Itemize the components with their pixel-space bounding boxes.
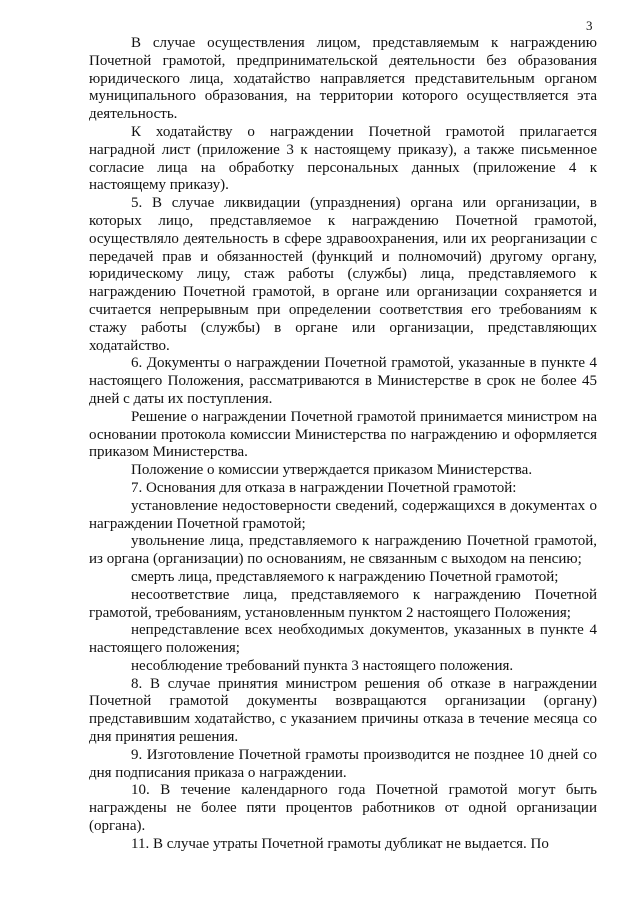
- list-item-death: смерть лица, представляемого к награждению Почетной грамотой;: [131, 568, 559, 585]
- list-item-false-information: установление недостоверности сведений, содержащихся в документах о награждении Почетной грамотой;: [89, 497, 597, 532]
- page-number: 3: [586, 18, 593, 33]
- paragraph-item-8-return-documents: 8. В случае принятия министром решения об отказе в награждении Почетной грамотой документы возвращаются организации (органу) представившим ходатайство, с указанием причины отказа в течение месяца со дня принятия решения.: [89, 675, 597, 746]
- list-item-dismissal: увольнение лица, представляемого к награждению Почетной грамотой, из органа (организации) по основаниям, не связанным с выходом на пенсию;: [89, 533, 597, 568]
- paragraph-item-6-review-term: 6. Документы о награждении Почетной грамотой, указанные в пункте 4 настоящего Положения, рассматриваются в Министерстве в срок не более 45 дней с даты их поступления.: [89, 355, 597, 407]
- paragraph-item-10-limit: 10. В течение календарного года Почетной грамотой могут быть награждены не более пяти процентов работников от одной организации (органа).: [89, 782, 597, 835]
- paragraph-item-5-liquidation: 5. В случае ликвидации (упразднения) органа или организации, в которых лицо, представляемое к награждению Почетной грамотой, осуществляло деятельность в сфере здравоохранения, или их реорганизации с передачей прав и обязанностей (функций и полномочий) другому органу, юридическому лицу, стаж работы (службы) лица, представляемого к награждению Почетной грамотой, в органе или организации сохраняется и считается непрерывным при определении соответствия его требованиям к стажу работы (службы) в органе или организации, представляющих ходатайство.: [89, 195, 597, 354]
- paragraph-decision: Решение о награждении Почетной грамотой принимается министром на основании протокола комиссии Министерства по награждению и оформляется приказом Министерства.: [89, 408, 597, 461]
- paragraph-entrepreneur-petition: В случае осуществления лицом, представляемым к награждению Почетной грамотой, предпринимательской деятельности без образования юридического лица, ходатайство направляется представительным органом муниципального образования, на территории которого осуществляется эта деятельность.: [89, 35, 597, 123]
- paragraph-commission-regulation: Положение о комиссии утверждается приказом Министерства.: [131, 462, 533, 479]
- paragraph-award-sheet: К ходатайству о награждении Почетной грамотой прилагается наградной лист (приложение 3 к настоящему приказу), а также письменное согласие лица на обработку персональных данных (приложение 4 к настоящему приказу).: [89, 123, 597, 194]
- list-item-noncompliance: несоблюдение требований пункта 3 настоящего положения.: [131, 657, 514, 674]
- document-body: [89, 35, 597, 854]
- paragraph-item-11-loss: 11. В случае утраты Почетной грамоты дубликат не выдается. По: [131, 835, 549, 852]
- paragraph-item-7-refusal-grounds: 7. Основания для отказа в награждении Почетной грамотой:: [131, 479, 517, 496]
- paragraph-item-9-production: 9. Изготовление Почетной грамоты производится не позднее 10 дней со дня подписания приказа о награждении.: [89, 746, 597, 781]
- list-item-missing-documents: непредставление всех необходимых документов, указанных в пункте 4 настоящего положения;: [89, 622, 597, 657]
- list-item-nonconformity: несоответствие лица, представляемого к награждению Почетной грамотой, требованиям, установленным пунктом 2 настоящего Положения;: [89, 586, 597, 621]
